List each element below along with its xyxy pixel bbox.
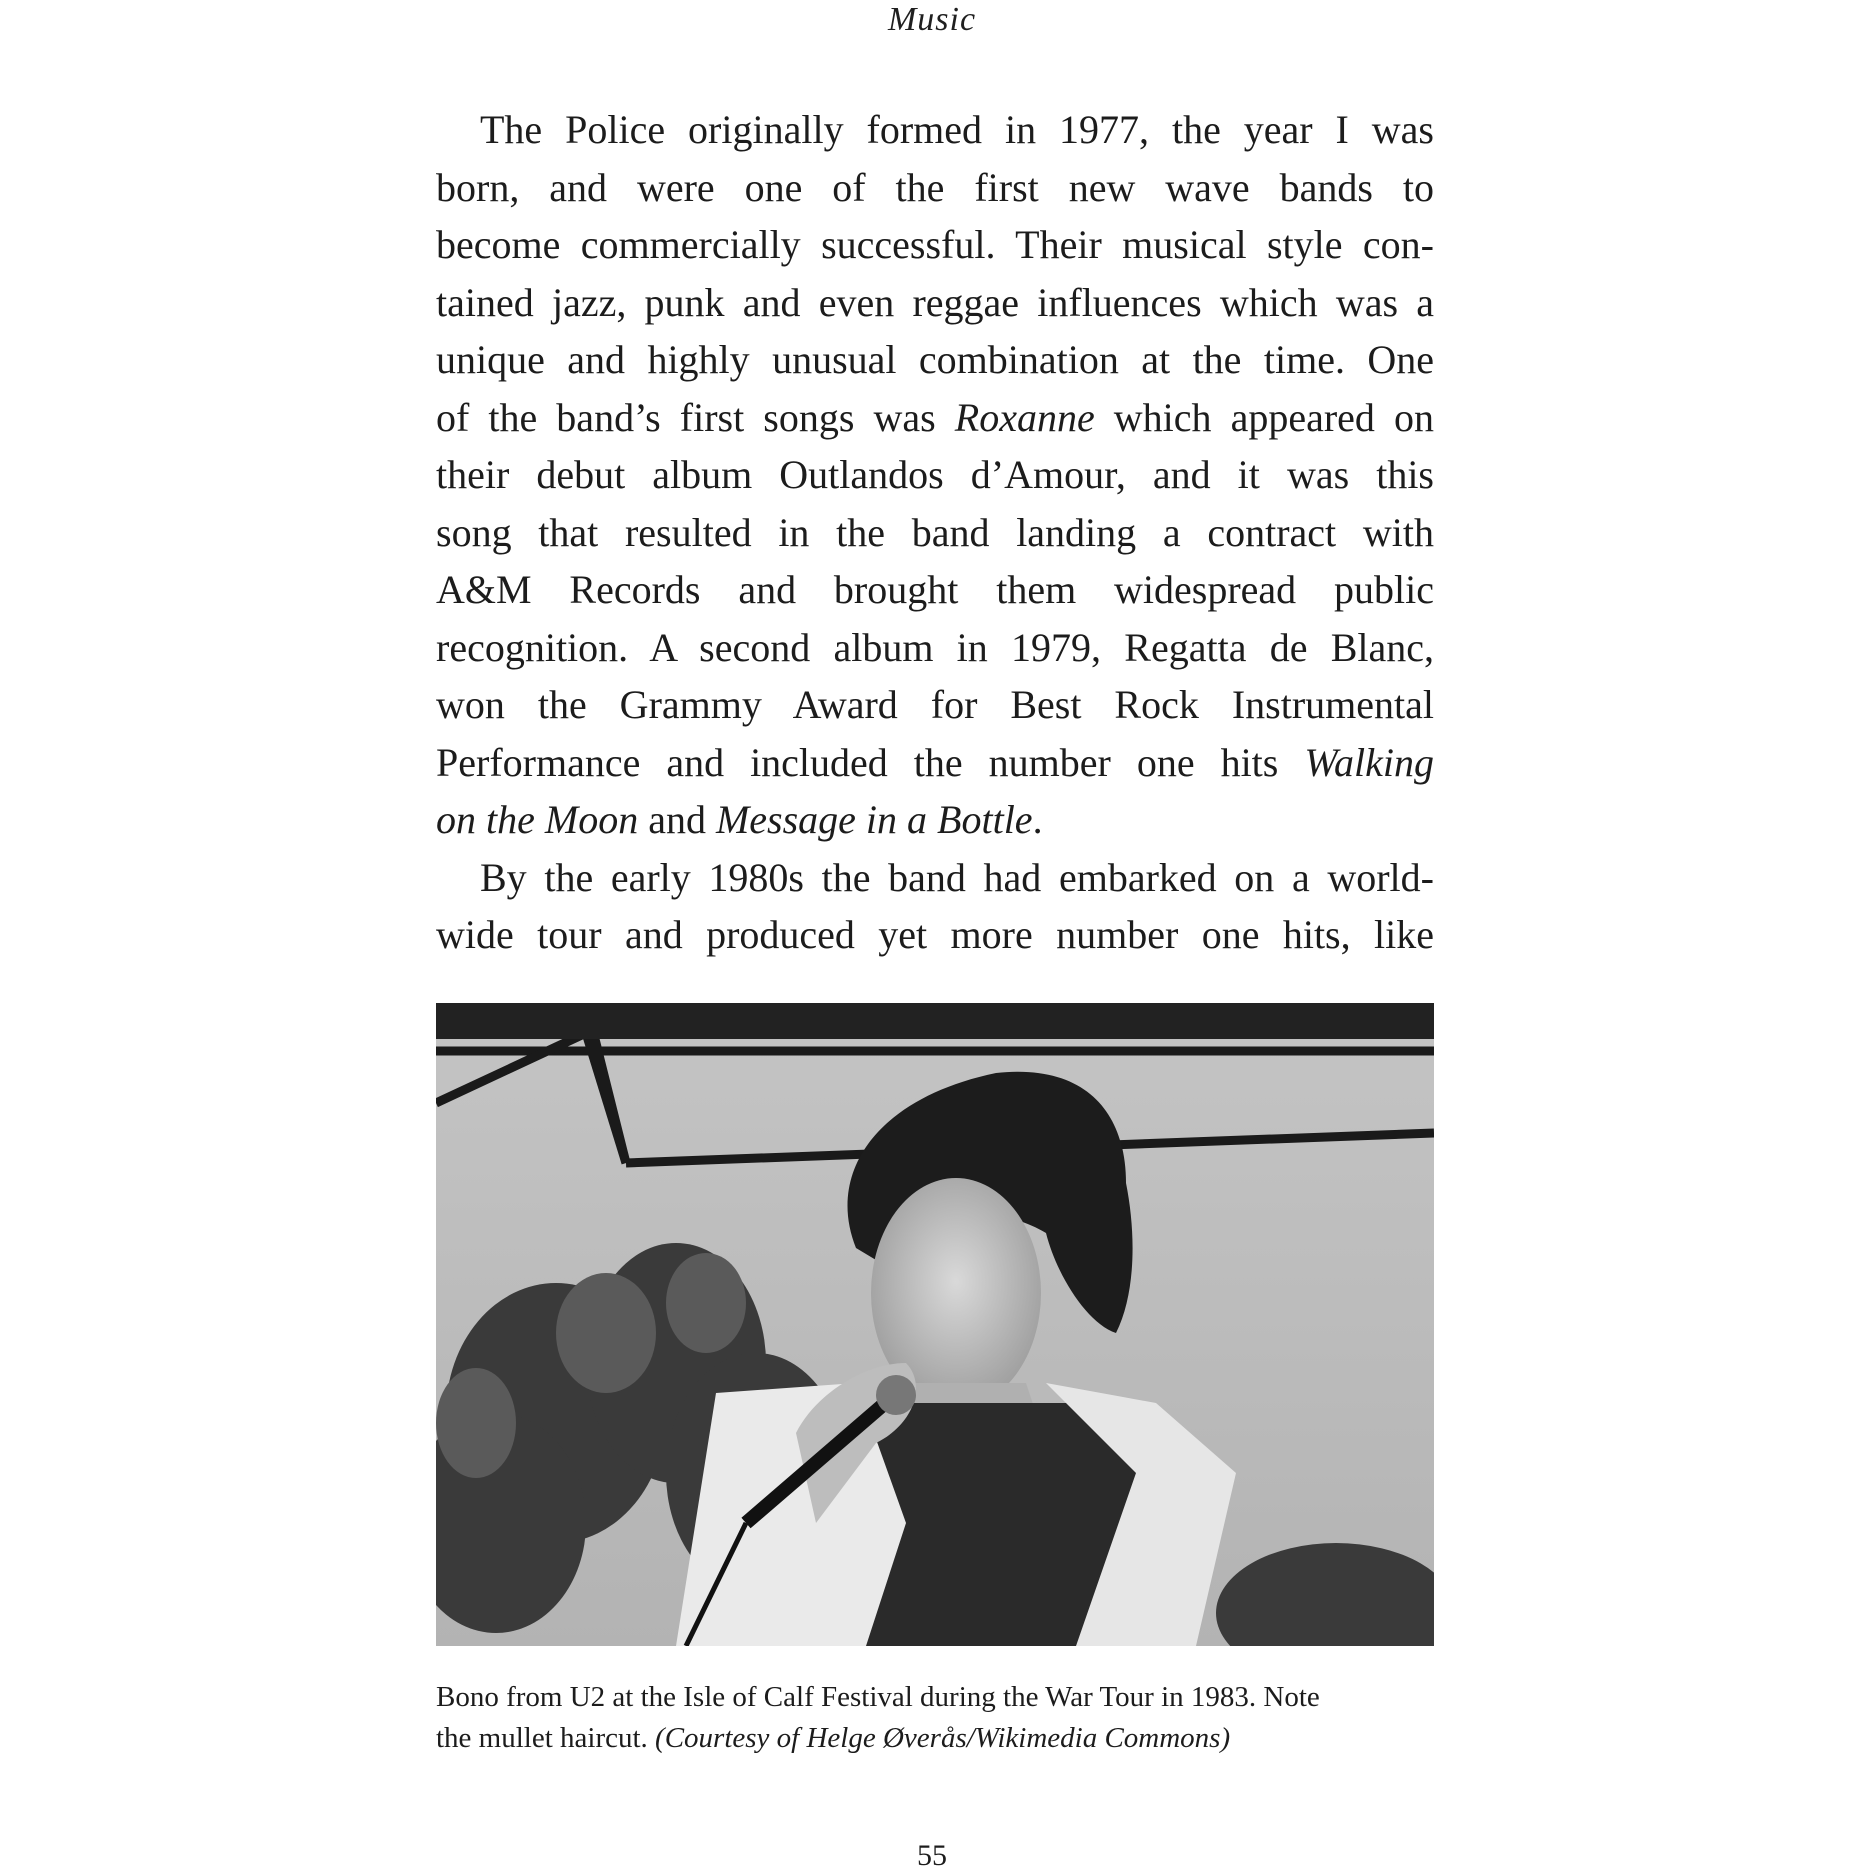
text-line: A&M Records and brought them widespread public bbox=[436, 567, 1434, 612]
text-fragment: and bbox=[638, 797, 716, 842]
text-line: The Police originally formed in 1977, the year I was bbox=[480, 107, 1434, 152]
page-number: 55 bbox=[917, 1839, 947, 1872]
text-line: By the early 1980s the band had embarked on a world- bbox=[480, 854, 1434, 900]
text-line: won the Grammy Award for Best Rock Instrumental bbox=[436, 682, 1434, 727]
caption-line bbox=[436, 1718, 1434, 1759]
text-fragment: . bbox=[1032, 797, 1043, 842]
song-title-walking: Walking bbox=[1304, 739, 1434, 785]
photo-credit: (Courtesy of Helge Øverås/Wikimedia Commons) bbox=[655, 1722, 1231, 1754]
running-head: Music bbox=[887, 1, 977, 38]
text-line: born, and were one of the first new wave bands to bbox=[436, 164, 1434, 210]
song-title-roxanne: Roxanne bbox=[954, 394, 1095, 440]
photograph-bono-performing bbox=[436, 1003, 1434, 1646]
text-fragment: the mullet haircut. bbox=[436, 1722, 656, 1754]
text-line: unique and highly unusual combination at the time. One bbox=[436, 337, 1434, 382]
text-fragment: Performance and included the number one hits bbox=[436, 739, 1305, 785]
song-title-on-the-moon: on the Moon bbox=[436, 797, 639, 842]
figure-caption bbox=[436, 1677, 1434, 1759]
text-line: recognition. A second album in 1979, Regatta de Blanc, bbox=[436, 624, 1434, 670]
text-line bbox=[436, 791, 1434, 849]
text-line: become commercially successful. Their musical style con- bbox=[436, 222, 1434, 267]
text-line bbox=[436, 389, 1434, 447]
text-line: song that resulted in the band landing a contract with bbox=[436, 509, 1434, 555]
text-line: tained jazz, punk and even reggae influences which was a bbox=[436, 279, 1434, 325]
body-text bbox=[436, 101, 1434, 964]
text-line: their debut album Outlandos d’Amour, and it was this bbox=[436, 452, 1434, 497]
text-line bbox=[436, 734, 1434, 792]
caption-line: Bono from U2 at the Isle of Calf Festival during the War Tour in 1983. Note bbox=[436, 1681, 1320, 1713]
text-fragment: of the band’s first songs was bbox=[436, 394, 955, 440]
song-title-message-in-a-bottle: Message in a Bottle bbox=[715, 797, 1033, 842]
text-line: wide tour and produced yet more number one hits, like bbox=[436, 912, 1434, 957]
text-fragment: which appeared on bbox=[1094, 394, 1434, 440]
